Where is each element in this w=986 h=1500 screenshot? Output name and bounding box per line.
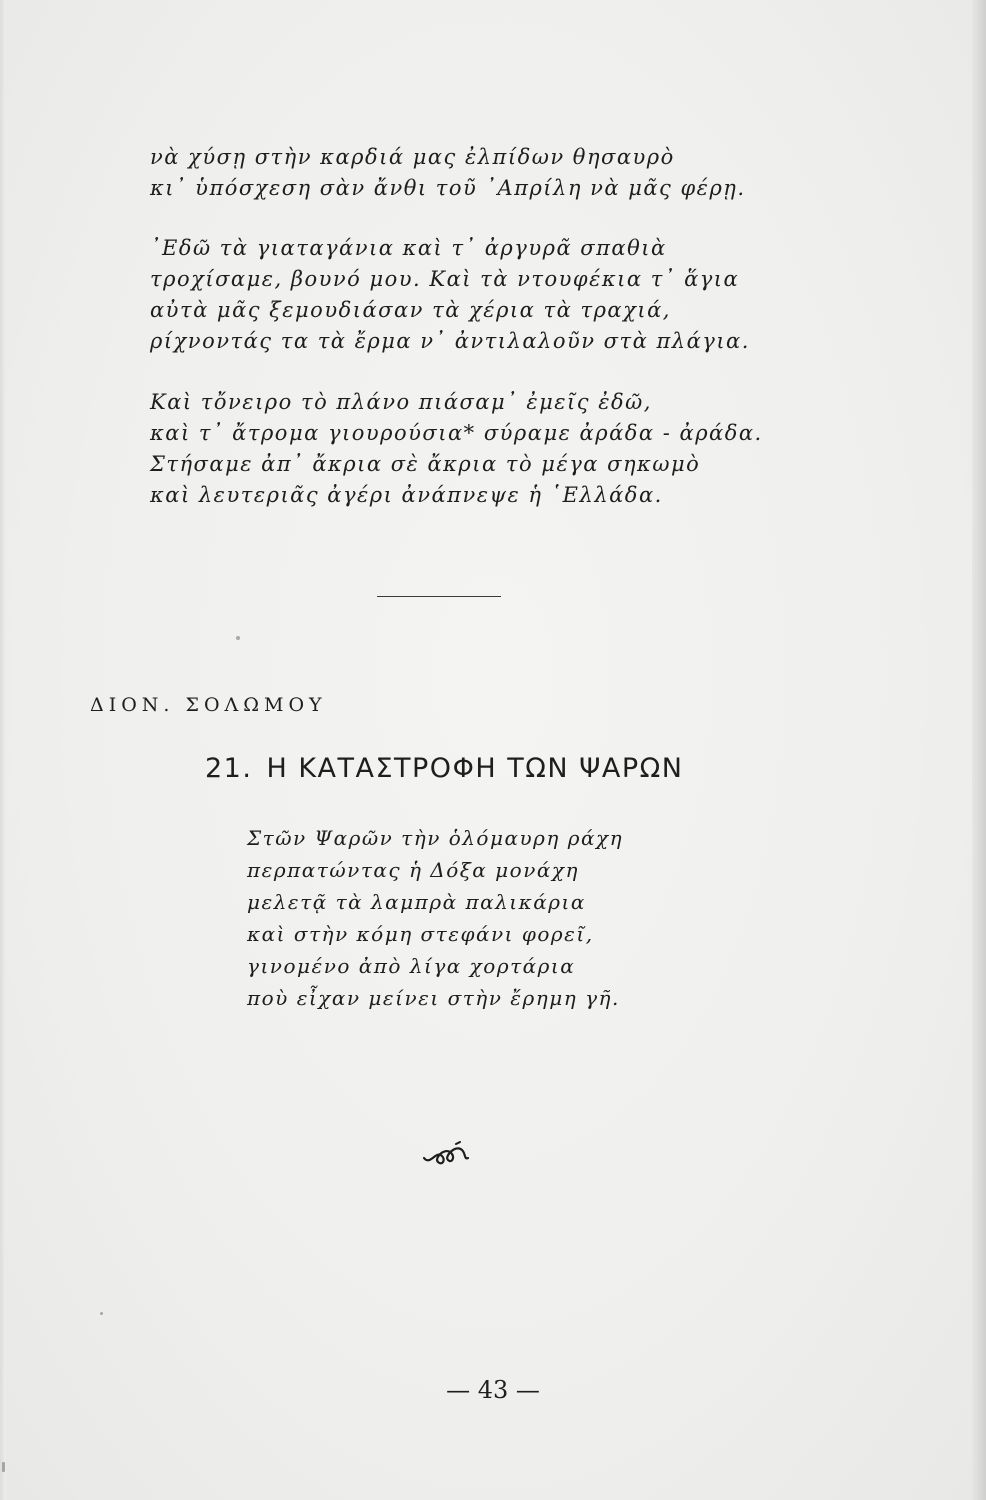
- poem-line: γινομένο ἀπὸ λίγα χορτάρια: [247, 954, 576, 978]
- verse-line: ρίχνοντάς τα τὰ ἔρμα ν᾿ ἀντιλαλοῦν στὰ πλάγια.: [150, 329, 750, 353]
- verse-line: τροχίσαμε, βουνό μου. Καὶ τὰ ντουφέκια τ᾿ ἅγια: [150, 267, 740, 291]
- fleuron-ornament-icon: [422, 1140, 470, 1170]
- poem-line: Στῶν Ψαρῶν τὴν ὁλόμαυρη ράχη: [247, 826, 624, 850]
- verse-line: Στήσαμε ἀπ᾿ ἄκρια σὲ ἄκρια τὸ μέγα σηκωμὸ: [150, 452, 701, 476]
- poem-number: 21.: [205, 753, 253, 784]
- poem-line: περπατώντας ἡ Δόξα μονάχη: [247, 858, 579, 882]
- poem-title-text: Η ΚΑΤΑΣΤΡΟΦΗ ΤΩΝ ΨΑΡΩΝ: [266, 753, 684, 784]
- stanza-1: [150, 142, 746, 204]
- poem-line: καὶ στὴν κόμη στεφάνι φορεῖ,: [247, 922, 594, 946]
- verse-line: καὶ τ᾿ ἄτρομα γιουρούσια* σύραμε ἀράδα - ἀράδα.: [150, 421, 763, 445]
- verse-line: ᾿Εδῶ τὰ γιαταγάνια καὶ τ᾿ ἀργυρᾶ σπαθιὰ: [150, 236, 667, 260]
- verse-line: κι᾿ ὑπόσχεση σὰν ἄνθι τοῦ ᾿Απρίλη νὰ μᾶς φέρῃ.: [150, 176, 746, 200]
- poem-line: ποὺ εἶχαν μείνει στὴν ἔρημη γῆ.: [247, 986, 620, 1010]
- paper-speck: [236, 636, 240, 640]
- page-left-edge: [0, 0, 6, 1500]
- author-name: ΔΙΟΝ. ΣΟΛΩΜΟΥ: [90, 694, 327, 716]
- paper-speck: [2, 1462, 5, 1472]
- poem-line: μελετᾷ τὰ λαμπρὰ παλικάρια: [247, 890, 586, 914]
- verse-line: αὐτὰ μᾶς ξεμουδιάσαν τὰ χέρια τὰ τραχιά,: [150, 298, 671, 322]
- verse-line: νὰ χύσῃ στὴν καρδιά μας ἐλπίδων θησαυρὸ: [150, 145, 675, 169]
- poem-body: [247, 822, 623, 1014]
- paper-speck: [100, 1312, 103, 1315]
- poem-title: [205, 753, 683, 784]
- page-right-edge: [972, 0, 986, 1500]
- page-number: — 43 —: [446, 1376, 540, 1404]
- stanza-2: [150, 233, 750, 357]
- stanza-3: [150, 387, 763, 511]
- verse-line: καὶ λευτεριᾶς ἀγέρι ἀνάπνεψε ἡ ῾Ελλάδα.: [150, 483, 663, 507]
- section-divider: [377, 596, 501, 597]
- verse-line: Καὶ τὄνειρο τὸ πλάνο πιάσαμ᾿ ἐμεῖς ἐδῶ,: [150, 390, 652, 414]
